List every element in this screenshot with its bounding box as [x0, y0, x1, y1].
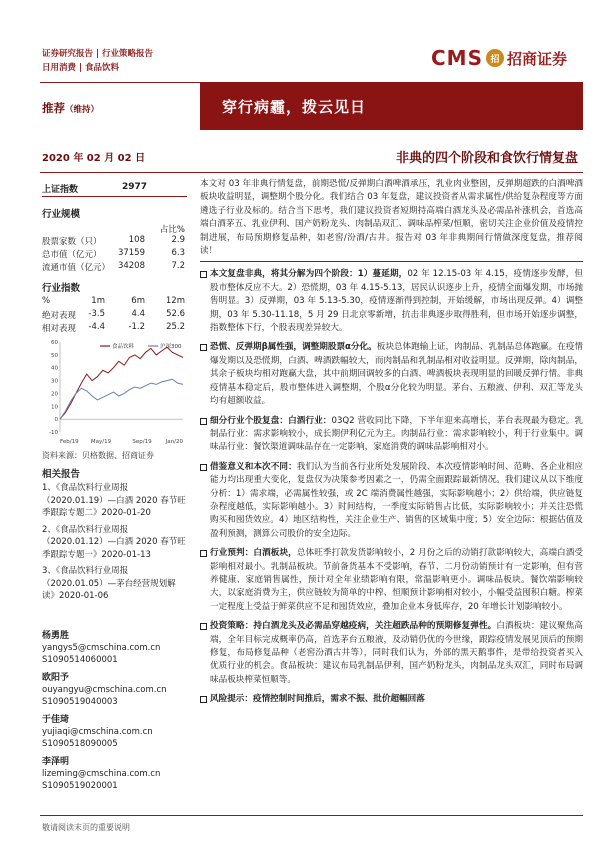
- analyst-email[interactable]: ouyangyu@cmschina.com.cn: [42, 685, 167, 695]
- analyst-name: 欧阳予: [42, 673, 70, 683]
- perf-col: %: [42, 296, 51, 306]
- x-tick-label: May/19: [90, 439, 112, 445]
- bullet-square-icon: [200, 696, 207, 703]
- analyst: [42, 756, 187, 792]
- perf-label: 相对表现: [42, 324, 77, 334]
- perf-v: -3.5: [88, 309, 105, 319]
- bullet-lead: 风险提示：疫情控制时间推后，需求不振、批价超幅回落: [210, 694, 425, 705]
- cms-logo: [431, 46, 567, 70]
- scale-label: 股票家数（只）: [42, 237, 102, 247]
- table-row: [42, 322, 187, 334]
- bullet-item: [200, 461, 583, 541]
- bullet-item: [200, 268, 583, 335]
- bullet-square-icon: [200, 271, 207, 278]
- y-tick-label: 50: [51, 352, 58, 359]
- bullet-text: 板块总体跑输上证，肉制品、乳制品总体跑赢。在疫情爆发期以及恐慌期，白酒、啤酒跌幅较大，而肉制品和乳制品相对收益明显。反弹期，除肉制品，其余子板块均相对跑赢大盘，其中前期回调较多的白酒、啤酒板块表现明显的回暖反弹行情。非典疫情基本稳定后，股市整体进入调整期，个股α分化较为明显。茅台、五粮液、伊利、双汇等龙头均有超额收益。: [210, 342, 584, 407]
- scale-v2: 7.2: [171, 261, 185, 271]
- logo-mark-icon: 招: [486, 49, 504, 67]
- report-type-header: [42, 47, 153, 75]
- scale-v1: 34208: [117, 261, 145, 271]
- index-label: 上证指数: [42, 185, 79, 195]
- date-row: [42, 147, 583, 167]
- date-divider: [40, 172, 583, 173]
- bullet-item: [200, 693, 583, 706]
- y-tick-label: 40: [51, 365, 58, 372]
- perf-label: 绝对表现: [42, 311, 77, 321]
- y-tick-label: 20: [51, 391, 58, 398]
- scale-label: 总市值（亿元）: [42, 250, 102, 260]
- perf-v: -4.4: [88, 322, 105, 332]
- bullet-text: 02 年 12.15-03 年 4.15，疫情逐步发酵，但股市整体反应不大。2）恐慌期，03 年 4.15-5.13，居民认识逐步上升，疫情全面爆发期，市场抛售明显。3）反弹期，03 年 5.13-5.30，疫情逐渐得到控制，开始缓解，市场出现反弹。4）调整期，03 年 5.30-11.18，5 月 29 日北京零新增，抗击非典逐步取得胜利，但市场开始逐步调整，指数整体下行，个股表现差异较大。: [210, 269, 584, 334]
- logo-cn: 招商证券: [506, 49, 567, 68]
- perf-v: 4.4: [131, 309, 145, 319]
- scale-label: 流通市值（亿元）: [42, 263, 111, 273]
- bullet-text: 我们认为当前各行业所处发展阶段、本次疫情影响时间、范畴、各企业相应能力均出现重大变化，复盘仅为决策参考因素之一，仍需全面跟踪最新情况。我们建议从以下维度分析：1）需求端，必需属性较强，或 2C 端消费属性越强，实际影响越小；2）供给端，供应链复杂程度越低，实际影响越小。3）时间结构，一季度实际销售占比低，实际影响较小；并关注恐慌购买和囤货效应。4）地区结构性，关注企业生产、销售的区域集中度；5）安全边际：根据估值及盈利预测，测算公司股价的安全边际。: [210, 461, 583, 539]
- bullet-lead: 本文复盘非典，将其分解为四个阶段：1）蔓延期，: [210, 269, 408, 280]
- bullet-text: 白酒板块：建议聚焦高端，全年目标完成概率仍高，首选茅台五粮液，及动销仍优的今世缘，跟踪疫情发展见顶后的预期修复，布局修复品种（老窖汾酒古井等），同时我们认为，外部的黑天鹅事件，是带给投资者买入优质行业的机会。食品板块：建议布局乳制品伊利，国产奶粉龙头，肉制品龙头双汇，同时布局调味品板块榨菜恒顺等。: [210, 621, 583, 685]
- bullet-square-icon: [200, 623, 207, 630]
- analyst-name: 于佳琦: [42, 715, 70, 725]
- report-subtitle: 非典的四个阶段和食饮行情复盘: [395, 151, 578, 166]
- index-value: 2977: [122, 182, 148, 192]
- bullet-square-icon: [200, 344, 207, 351]
- y-tick-label: 10: [51, 404, 58, 411]
- table-row: [42, 309, 187, 321]
- bullet-item: [200, 341, 583, 408]
- chart-svg: [42, 336, 187, 446]
- legend-label: 食品饮料: [112, 344, 135, 350]
- scale-header: 占比%: [159, 225, 185, 235]
- chart-source: 资料来源：贝格数据、招商证券: [42, 451, 154, 460]
- table-row: [42, 248, 187, 260]
- title-banner: [200, 82, 583, 130]
- analyst-name: 李泽明: [42, 757, 70, 767]
- y-tick-label: 30: [51, 378, 58, 385]
- bullet-lead: 恐慌、反弹期β属性强，调整期股票α分化。: [210, 342, 377, 353]
- analyst-name: 杨勇胜: [42, 631, 70, 641]
- bullet-lead: 投资策略：持白酒龙头及必需品穿越疫病，关注超跌品种的预期修复弹性。: [210, 621, 497, 632]
- related-item[interactable]: 3、《食品饮料行业周报（2020.01.05）—茅台经营规划解读》2020-01-06: [42, 566, 176, 601]
- related-list: [42, 482, 187, 603]
- analyst-email[interactable]: lizeming@cmschina.com.cn: [42, 769, 161, 779]
- index-row: [42, 182, 187, 195]
- rating: [42, 100, 99, 116]
- y-tick-label: -10: [49, 430, 58, 436]
- y-tick-label: 0: [54, 417, 58, 424]
- table-row: [42, 261, 187, 273]
- bullet-square-icon: [200, 464, 207, 471]
- series-line-food-beverage: [60, 347, 183, 419]
- footer-note: 敬请阅读末页的重要说明: [42, 823, 130, 832]
- scale-v1: 108: [128, 235, 145, 245]
- x-tick-label: Feb/19: [60, 439, 79, 445]
- related-item[interactable]: 2、《食品饮料行业周报（2020.01.12）—白酒 2020 春节旺季跟踪专题一》2020-01-13: [42, 524, 186, 560]
- scale-title: 行业规模: [42, 209, 81, 220]
- perf-v: 25.2: [166, 322, 185, 332]
- analyst-email[interactable]: yujiaqi@cmschina.com.cn: [42, 727, 153, 737]
- rating-sub: （维持）: [65, 105, 100, 115]
- bullet-item: [200, 415, 583, 455]
- y-tick-label: 60: [51, 340, 58, 346]
- report-date: 2020 年 02 月 02 日: [42, 153, 146, 164]
- analyst-id: S1090519020001: [42, 781, 118, 791]
- perf-col: 12m: [165, 296, 185, 306]
- related-title: 相关报告: [42, 469, 81, 480]
- series-line-hs300: [60, 379, 183, 419]
- bullet-text: 03Q2 营收同比下降，下半年迎来高增长，茅台表现最为稳定。乳制品行业：需求影响较小，成长期伊利亿元为主。肉制品行业：需求影响较小，利于行业集中。调味品行业：餐饮渠道调味品存在一定影响，家庭消费的调味品影响相对小。: [210, 415, 583, 453]
- analyst-id: S1090518090005: [42, 739, 118, 749]
- analyst-contacts: [42, 630, 187, 792]
- analyst: [42, 714, 187, 750]
- report-type-line: 证券研究报告 | 行业策略报告: [42, 49, 154, 59]
- perf-v: 52.6: [166, 309, 185, 319]
- report-title: 穿行病霾，拨云见日: [222, 98, 367, 116]
- analyst-id: S1090514060001: [42, 655, 118, 665]
- perf-chart: [42, 336, 187, 446]
- perf-title: 行业指数: [42, 283, 81, 294]
- main-content: [200, 178, 583, 707]
- bullet-lead: 行业预判：白酒板块，: [210, 548, 297, 559]
- analyst-id: S1090519040003: [42, 697, 118, 707]
- logo-text: CMS: [431, 46, 483, 70]
- bullet-lead: 细分行业个股复盘：白酒行业：: [210, 415, 332, 426]
- analyst: [42, 672, 187, 708]
- side-divider: [42, 196, 187, 197]
- scale-v1: 37159: [117, 248, 145, 258]
- bullet-square-icon: [200, 418, 207, 425]
- analyst-email[interactable]: yangys5@cmschina.com.cn: [42, 643, 161, 653]
- footer-divider: [40, 815, 583, 816]
- perf-col: 1m: [91, 296, 105, 306]
- x-tick-label: Jan/20: [165, 439, 183, 445]
- perf-v: -1.2: [128, 322, 145, 332]
- bullet-square-icon: [200, 550, 207, 557]
- x-tick-label: Sep/19: [132, 439, 152, 445]
- bullet-item: [200, 547, 583, 614]
- bullet-item: [200, 620, 583, 687]
- analyst: [42, 630, 187, 666]
- table-header: [42, 296, 187, 308]
- scale-v2: 6.3: [171, 248, 185, 258]
- sidebar: [42, 178, 187, 798]
- table-row: [42, 235, 187, 247]
- legend-label: 沪深300: [160, 344, 182, 350]
- perf-col: 6m: [131, 296, 145, 306]
- bullet-lead: 借鉴意义和本次不同：: [210, 461, 297, 472]
- related-item[interactable]: 1、《食品饮料行业周报（2020.01.19）—白酒 2020 春节旺季跟踪专题二》2020-01-20: [42, 483, 186, 518]
- sector-line: 日用消费 | 食品饮料: [42, 63, 120, 73]
- summary-paragraph: 本文对 03 年非典行情复盘，前期恐慌/反弹期白酒啤酒承压，乳业肉业整固，反弹期超跌的白酒啤酒板块收益明显，调整期个股分化。我们结合 03 年复盘，建议投资者从需求属性/供给复杂程度等方面遴选子行业及标的。结合当下思考，我们建议投资者短期持高端白酒龙头及必需品补涨机会，首选高端白酒茅五、乳业伊利、国产奶粉龙头、肉制品双汇、调味品榨菜/恒顺，密切关注企业价值及疫情控制进展，布局预期修复品种，如老窖/汾酒/古井。报告对 03 年非典期间行情做深度复盘，推荐阅读！: [200, 178, 583, 262]
- scale-v2: 2.9: [171, 235, 185, 245]
- rating-label: 推荐: [42, 101, 65, 115]
- bullet-text: 总体旺季打款发货影响较小，2 月份之后的动销打款影响较大，高端白酒受影响相对最小。乳制品板块。节前备货基本不受影响，春节、二月份动销预计有一定影响，但有营养健康、家庭销售属性，预计对全年业绩影响有限，常温影响更小。调味品板块。餐饮端影响较大，以家庭消费为主，供应链较为简单的中榨、恒顺预计影响相对较小，小幅受益囤积白糖。榨菜一定程度上受益于鲜菜供应不足和囤货效应，叠加企业本身低库存，20 年增长计划影响较小。: [210, 548, 583, 612]
